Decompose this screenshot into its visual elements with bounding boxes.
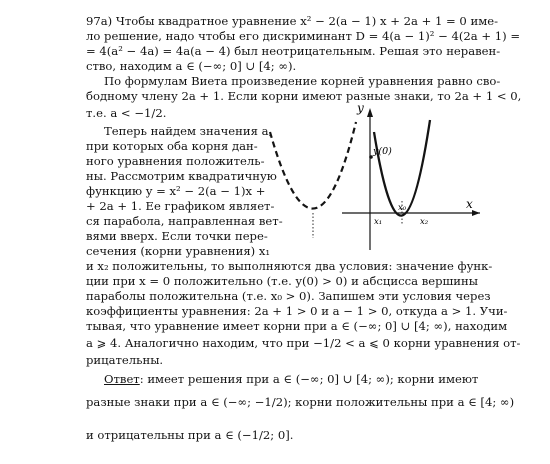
left-line-7: ся парабола, направленная вет- xyxy=(86,214,283,228)
x2-label: x₂ xyxy=(420,217,429,227)
problem-line-3: = 4(a² − 4a) = 4a(a − 4) был неотрицательным. Решая это неравен- xyxy=(86,44,501,58)
cont-line-4: коэффициенты уравнения: 2a + 1 > 0 и a − 1 > 0, откуда a > 1. Учи- xyxy=(86,304,508,318)
answer-text-1: : имеет решения при a ∈ (−∞; 0] ∪ [4; ∞); корни имеют xyxy=(139,372,479,386)
answer-line-2: разные знаки при a ∈ (−∞; −1/2); корни положительны при a ∈ [4; ∞) xyxy=(86,395,515,409)
parabola-figure xyxy=(262,100,487,260)
cont-line-3: параболы положительна (т.е. x₀ > 0). Запишем эти условия через xyxy=(86,289,491,303)
y-axis-arrow xyxy=(367,108,373,117)
x0-label: x₀ xyxy=(398,203,407,213)
vieta-line-3: т.е. a < −1/2. xyxy=(86,106,167,120)
answer-line-3: и отрицательны при a ∈ (−1/2; 0]. xyxy=(86,428,294,442)
cont-line-5: тывая, что уравнение имеет корни при a ∈ (−∞; 0] ∪ [4; ∞), находим xyxy=(86,319,508,333)
left-line-6: + 2a + 1. Ее графиком являет- xyxy=(86,199,275,213)
vieta-line-1: По формулам Виета произведение корней уравнения равно сво- xyxy=(104,74,501,88)
dashed-parabola xyxy=(270,122,356,209)
y0-label: y(0) xyxy=(373,146,392,157)
cont-line-6: a ⩾ 4. Аналогично находим, что при −1/2 < a ⩽ 0 корни уравнения от- xyxy=(86,336,521,350)
left-line-3: ного уравнения положитель- xyxy=(86,154,265,168)
left-line-5: функцию y = x² − 2(a − 1)x + xyxy=(86,184,266,198)
problem-line-4: ство, находим a ∈ (−∞; 0] ∪ [4; ∞). xyxy=(86,59,297,73)
left-line-4: ны. Рассмотрим квадратичную xyxy=(86,169,277,183)
x-axis-label: x xyxy=(466,197,473,211)
left-line-8: вями вверх. Если точки пере- xyxy=(86,229,268,243)
cont-line-7: рицательны. xyxy=(86,353,164,367)
x-axis-arrow xyxy=(472,210,480,216)
left-line-1: Теперь найдем значения a, xyxy=(104,124,273,138)
answer-label: Ответ xyxy=(104,372,140,386)
y-axis-label: y xyxy=(357,101,364,115)
answer-line-1 xyxy=(104,372,478,386)
left-line-2: при которых оба корня дан- xyxy=(86,139,258,153)
x1-label: x₁ xyxy=(374,217,383,227)
cont-line-2: ции при x = 0 положительно (т.е. y(0) > 0) и абсцисса вершины xyxy=(86,274,478,288)
problem-line-2: ло решение, надо чтобы его дискриминант D = 4(a − 1)² − 4(2a + 1) = xyxy=(86,29,521,43)
vieta-line-2: бодному члену 2a + 1. Если корни имеют разные знаки, то 2a + 1 < 0, xyxy=(86,89,522,103)
problem-line-1: 97а) Чтобы квадратное уравнение x² − 2(a − 1) x + 2a + 1 = 0 име- xyxy=(86,14,499,28)
left-line-9: сечения (корни уравнения) x₁ xyxy=(86,244,271,258)
cont-line-1: и x₂ положительны, то выполняются два условия: значение функ- xyxy=(86,259,493,273)
